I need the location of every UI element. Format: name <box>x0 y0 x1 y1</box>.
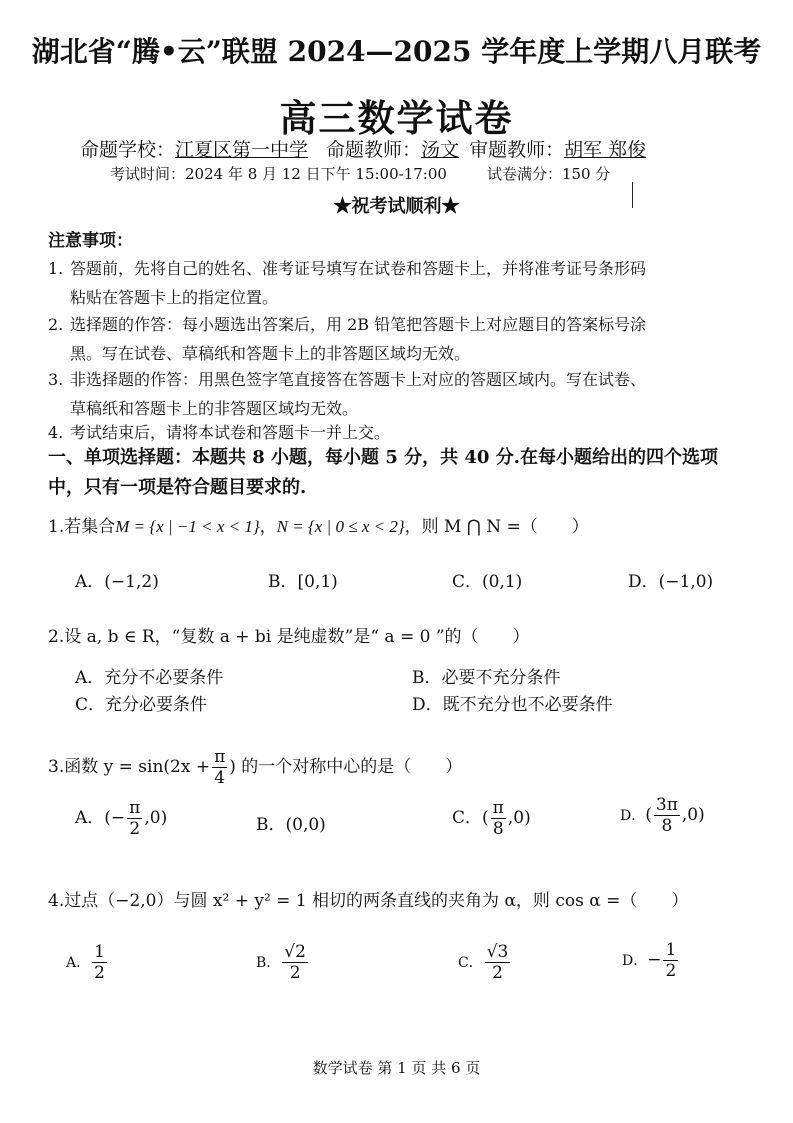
q1-option-a: A．(−1,2) <box>75 572 159 592</box>
fraction-denominator: 4 <box>214 768 226 788</box>
q4-option-a <box>66 942 109 983</box>
note-number: 1. <box>48 259 64 278</box>
fraction-numerator: π <box>129 798 141 818</box>
note-line: 选择题的作答：每小题选出答案后，用 2B 铅笔把答题卡上对应题目的答案标号涂 <box>70 315 647 334</box>
q1-set-m: M = {x | −1 < x < 1} <box>115 517 260 536</box>
fraction-numerator: √3 <box>486 942 509 962</box>
q3-option-d <box>620 795 705 836</box>
option-fraction <box>491 798 506 839</box>
fraction-denominator: 2 <box>492 963 503 983</box>
q1-option-b: B．[0,1) <box>268 572 338 592</box>
option-fraction <box>282 942 308 983</box>
option-suffix: ,0) <box>681 805 705 825</box>
q4-option-d <box>622 940 680 981</box>
fraction-denominator: 2 <box>94 963 105 983</box>
exam-subject-title: 高三数学试卷 <box>279 96 514 140</box>
option-fraction <box>92 942 107 983</box>
option-label: B． <box>256 955 281 971</box>
note-number: 4. <box>48 423 64 442</box>
school-name: 江夏区第一中学 <box>175 139 309 161</box>
question-1-stem <box>48 512 589 537</box>
exam-authors-line <box>80 135 646 162</box>
full-score: 试卷满分：150 分 <box>486 165 611 183</box>
option-label: C． <box>452 808 483 828</box>
option-label: A． <box>75 808 105 828</box>
note-item <box>48 310 748 368</box>
note-line: 粘贴在答题卡上的指定位置。 <box>70 288 279 307</box>
question-2-stem: 2.设 a, b ∈ R，“复数 a + bi 是纯虚数”是“ a = 0 ”的（ ） <box>48 627 530 647</box>
note-line: 非选择题的作答：用黑色签字笔直接答在答题卡上对应的答题区域内。写在试卷、 <box>70 370 647 389</box>
q3-option-c <box>452 798 531 839</box>
q3-fraction <box>212 747 227 788</box>
q2-option-a: A．充分不必要条件 <box>75 668 224 688</box>
fraction-denominator: 2 <box>129 819 141 839</box>
q3-prefix: 3.函数 y = sin(2x + <box>48 757 211 777</box>
option-sign: − <box>647 950 662 970</box>
option-fraction <box>654 795 680 836</box>
page-footer: 数学试卷 第 1 页 共 6 页 <box>312 1059 481 1077</box>
option-prefix: ( <box>645 805 652 825</box>
fraction-denominator: 8 <box>661 816 673 836</box>
fraction-denominator: 2 <box>289 963 301 983</box>
option-fraction <box>485 942 511 983</box>
note-line: 考试结束后，请将本试卷和答题卡一并上交。 <box>70 423 391 442</box>
note-line: 草稿纸和答题卡上的非答题区域均无效。 <box>70 399 359 418</box>
q1-set-n: N = {x | 0 ≤ x < 2} <box>276 517 405 536</box>
q1-suffix: ，则 M ⋂ N =（ ） <box>404 517 589 537</box>
exam-time-line <box>110 163 610 184</box>
fraction-numerator: π <box>214 747 226 767</box>
fraction-numerator: 1 <box>665 940 677 960</box>
exam-time: 考试时间：2024 年 8 月 12 日下午 15:00-17:00 <box>110 165 447 183</box>
option-label: A． <box>66 955 91 971</box>
note-line: 黑。写在试卷、草稿纸和答题卡上的非答题区域均无效。 <box>70 344 471 363</box>
q2-option-b: B．必要不充分条件 <box>412 668 561 688</box>
q2-option-d: D．既不充分也不必要条件 <box>412 695 613 715</box>
note-number: 3. <box>48 370 64 389</box>
reviewer-names: 胡军 郑俊 <box>564 139 647 161</box>
setter-label: 命题教师： <box>326 139 422 161</box>
q1-option-d: D．(−1,0) <box>628 572 714 592</box>
fraction-numerator: √2 <box>284 942 306 962</box>
q3-suffix: ) 的一个对称中心的是（ ） <box>229 757 463 777</box>
option-label: C． <box>458 955 483 971</box>
q1-option-c: C．(0,1) <box>452 572 523 592</box>
fraction-numerator: 3π <box>655 795 678 815</box>
fraction-denominator: 2 <box>665 961 677 981</box>
q3-option-a <box>75 798 167 839</box>
option-label: D． <box>622 953 648 969</box>
reviewer-label: 审题教师： <box>469 139 565 161</box>
q4-option-b <box>256 942 310 983</box>
q3-option-b: B．(0,0) <box>256 815 326 835</box>
option-fraction <box>127 798 142 839</box>
exam-header-title: 湖北省“腾•云”联盟 2024—2025 学年度上学期八月联考 <box>31 35 762 68</box>
q1-prefix: 1.若集合 <box>48 517 116 537</box>
school-label: 命题学校： <box>80 139 176 161</box>
fraction-numerator: π <box>492 798 504 818</box>
note-item <box>48 254 748 312</box>
fraction-denominator: 8 <box>492 819 504 839</box>
q1-separator: ， <box>259 517 277 537</box>
q4-option-c <box>458 942 512 983</box>
note-line: 答题前，先将自己的姓名、准考证号填写在试卷和答题卡上，并将准考证号条形码 <box>70 259 647 278</box>
option-fraction <box>663 940 678 981</box>
option-suffix: ,0) <box>144 808 168 828</box>
option-suffix: ,0) <box>507 808 531 828</box>
question-4-stem: 4.过点（−2,0）与圆 x² + y² = 1 相切的两条直线的夹角为 α，则 cos α =（ ） <box>48 891 689 911</box>
good-luck-banner: ★祝考试顺利★ <box>333 196 460 217</box>
setter-name: 汤文 <box>421 139 460 161</box>
fraction-numerator: 1 <box>94 942 105 962</box>
note-item <box>48 365 748 423</box>
option-prefix: ( <box>482 808 489 828</box>
notes-title: 注意事项： <box>48 231 133 251</box>
note-number: 2. <box>48 315 64 334</box>
section-heading: 一、单项选择题：本题共 8 小题，每小题 5 分，共 40 分.在每小题给出的四个选项中，只有一项是符合题目要求的. <box>48 447 718 498</box>
question-3-stem <box>48 747 462 788</box>
q2-option-c: C．充分必要条件 <box>75 695 208 715</box>
option-label: D． <box>620 808 646 824</box>
option-prefix: (− <box>104 808 126 828</box>
